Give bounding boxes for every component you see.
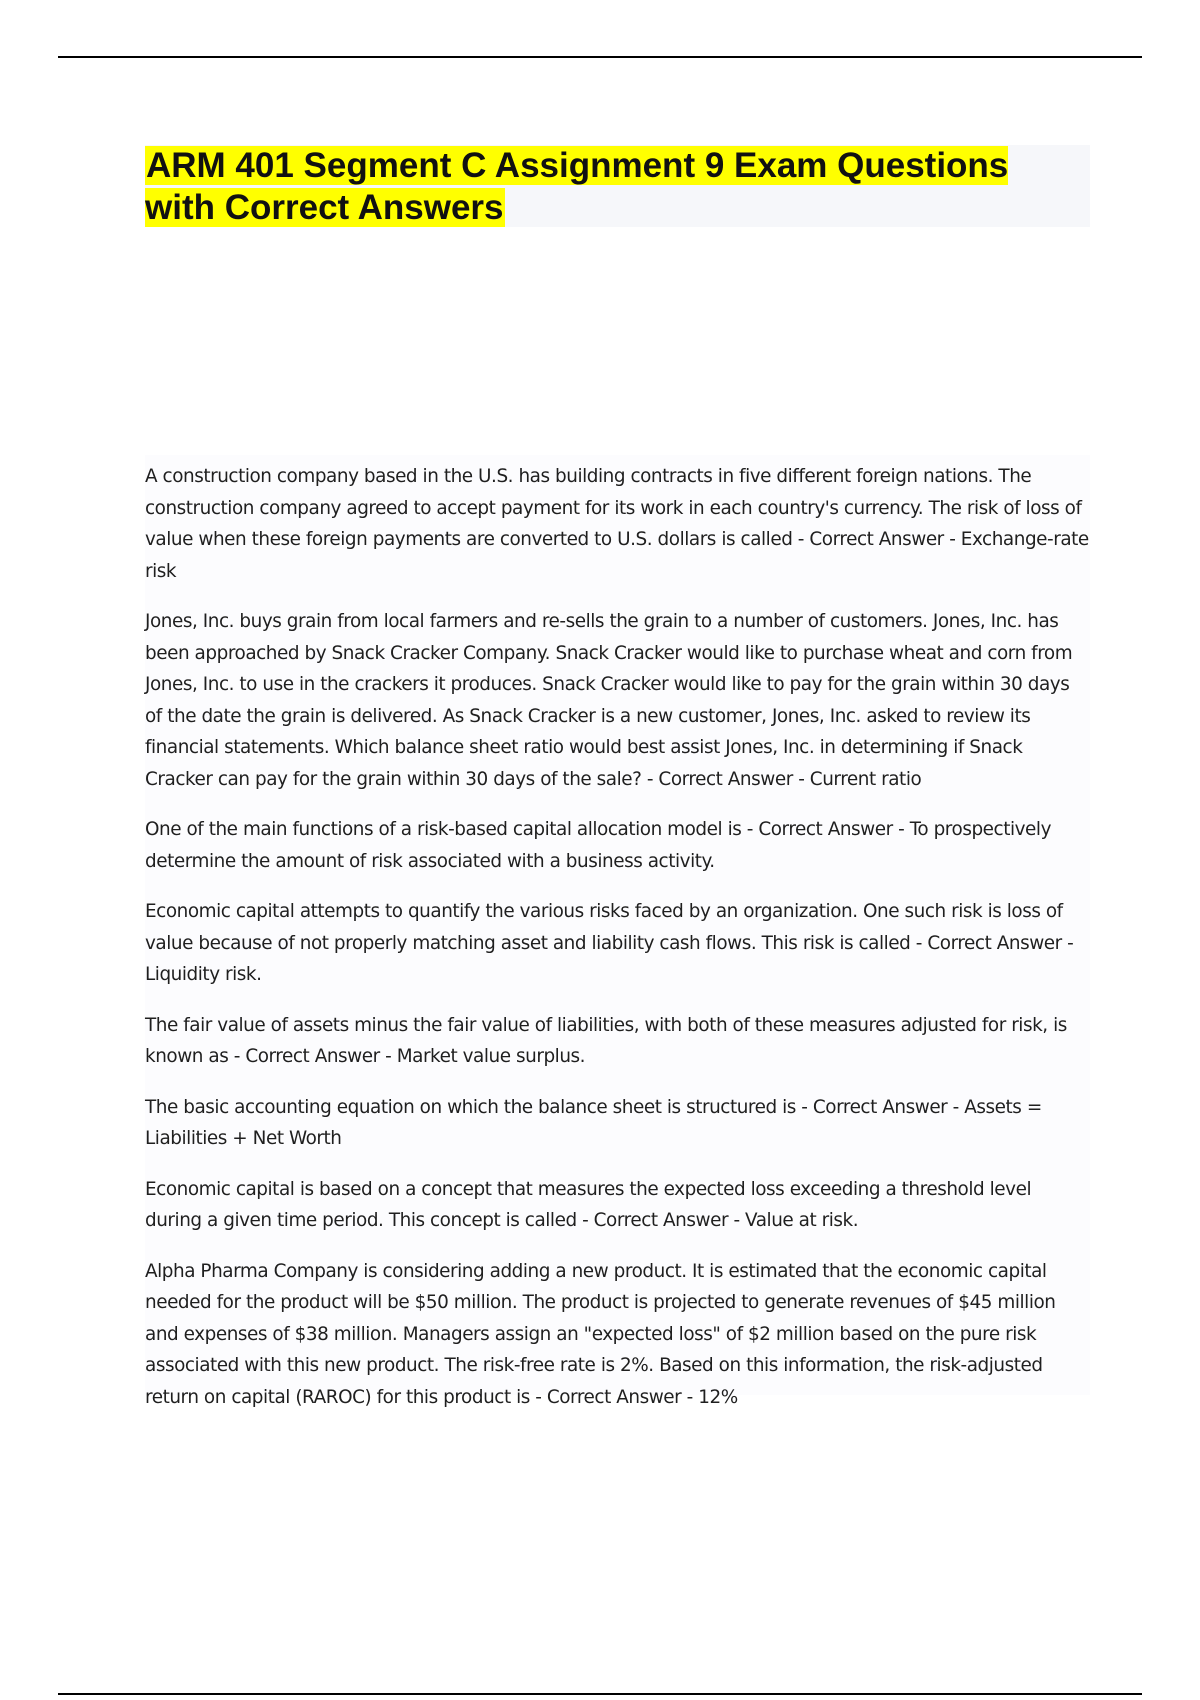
- bottom-rule: [58, 1693, 1142, 1695]
- document-title: [145, 145, 1045, 229]
- qa-item: Jones, Inc. buys grain from local farmers and re-sells the grain to a number of customers. Jones, Inc. has been approached by Snack Cracker Company. Snack Cracker would like to purchase wheat and corn from Jones, Inc. to use in the crackers it produces. Snack Cracker would like to pay for the grain within 30 days of the date the grain is delivered. As Snack Cracker is a new customer, Jones, Inc. asked to review its financial statements. Which balance sheet ratio would best assist Jones, Inc. in determining if Snack Cracker can pay for the grain within 30 days of the sale? - Correct Answer - Current ratio: [145, 611, 1073, 790]
- qa-item: Alpha Pharma Company is considering adding a new product. It is estimated that the economic capital needed for the product will be $50 million. The product is projected to generate revenues of $45 million and expenses of $38 million. Managers assign an "expected loss" of $2 million based on the pure risk associated with this new product. The risk-free rate is 2%. Based on this information, the risk-adjusted return on capital (RAROC) for this product is - Correct Answer - 12%: [145, 1260, 1056, 1408]
- qa-item: Economic capital is based on a concept that measures the expected loss exceeding a threshold level during a given time period. This concept is called - Correct Answer - Value at risk.: [145, 1178, 1032, 1231]
- qa-item: A construction company based in the U.S. has building contracts in five different foreign nations. The construction company agreed to accept payment for its work in each country's currency. The risk of loss of value when these foreign payments are converted to U.S. dollars is called - Correct Answer - Exchange-rate risk: [145, 466, 1089, 582]
- qa-item: The basic accounting equation on which the balance sheet is structured is - Correct Answer - Assets = Liabilities + Net Worth: [145, 1096, 1042, 1149]
- qa-item: One of the main functions of a risk-based capital allocation model is - Correct Answer - To prospectively determine the amount of risk associated with a business activity.: [145, 819, 1052, 872]
- title-highlight: ARM 401 Segment C Assignment 9 Exam Questions with Correct Answers: [145, 146, 1009, 227]
- qa-list: [145, 461, 1090, 1432]
- qa-item: The fair value of assets minus the fair value of liabilities, with both of these measures adjusted for risk, is known as - Correct Answer - Market value surplus.: [145, 1014, 1067, 1067]
- top-rule: [58, 56, 1142, 58]
- qa-item: Economic capital attempts to quantify the various risks faced by an organization. One such risk is loss of value because of not properly matching asset and liability cash flows. This risk is called - Correct Answer - Liquidity risk.: [145, 901, 1074, 985]
